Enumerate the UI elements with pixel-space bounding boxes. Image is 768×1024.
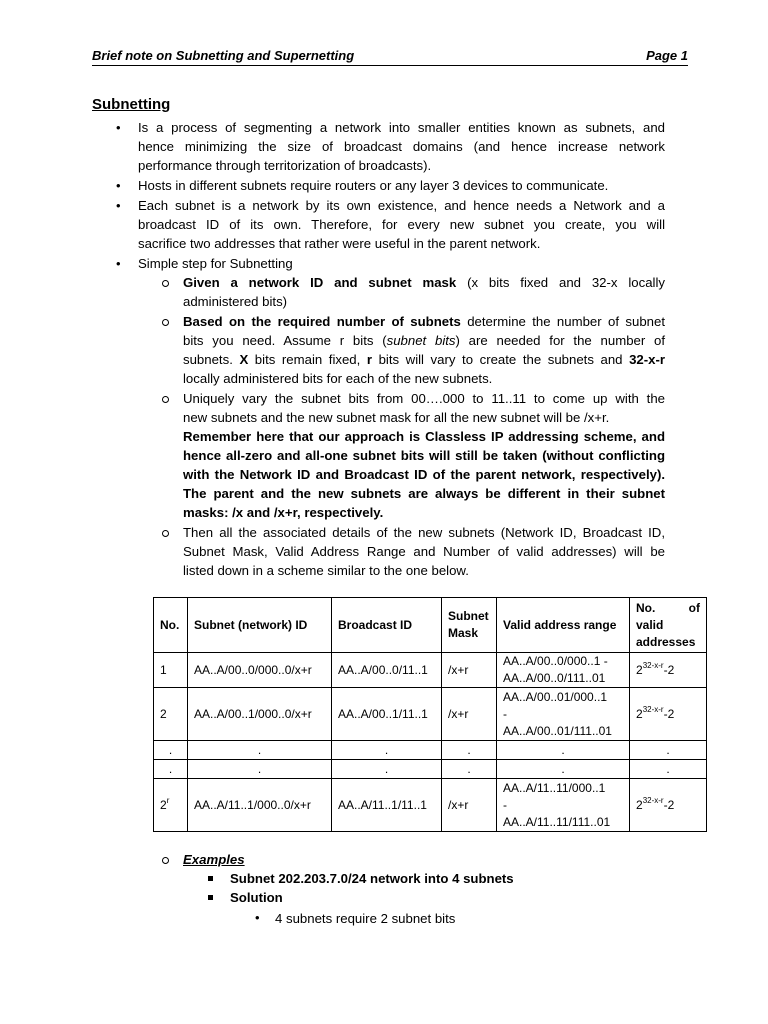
text: -2 bbox=[663, 797, 675, 812]
text: 32-x-r bbox=[642, 795, 664, 805]
bold-text: r bbox=[366, 352, 373, 367]
page-header bbox=[92, 48, 688, 66]
line: masks: /x and /x+r, respectively. bbox=[183, 505, 384, 520]
italic-text: subnet bits bbox=[386, 333, 456, 348]
step-3 bbox=[183, 389, 665, 522]
table-row bbox=[154, 741, 707, 760]
text: AA..A/00..0/000..1 - bbox=[503, 654, 608, 668]
cell bbox=[497, 653, 630, 688]
circle-bullet bbox=[162, 857, 169, 864]
cell: . bbox=[497, 741, 630, 760]
cell: /x+r bbox=[442, 688, 497, 741]
text: bits remain fixed, bbox=[248, 352, 367, 367]
text: AA..A/00..01/000..1 bbox=[503, 689, 608, 704]
line: locally administered bits for each of the new subnets. bbox=[183, 371, 493, 386]
bold-text: Based on the required number of subnets bbox=[183, 314, 461, 329]
text: 32-x-r bbox=[642, 660, 664, 670]
line: Is a process of segmenting a network into smaller entities known as subnets, and bbox=[138, 120, 665, 135]
subnet-table bbox=[153, 597, 707, 832]
cell: . bbox=[630, 760, 707, 779]
bullet-dot: • bbox=[116, 120, 121, 135]
cell: . bbox=[442, 741, 497, 760]
text: AA..A/11..11/000..1 bbox=[503, 780, 606, 795]
text: 2 bbox=[636, 662, 643, 677]
col-header-count bbox=[630, 598, 707, 653]
text: bits will vary to create the subnets and bbox=[372, 352, 630, 367]
line: Then all the associated details of the new subnets (Network ID, Broadcast ID, bbox=[183, 525, 665, 540]
line: with the Network ID and Broadcast ID of the parent network, respectively). bbox=[183, 467, 665, 482]
cell: AA..A/00..0/11..1 bbox=[332, 653, 442, 688]
col-header-no: No. bbox=[154, 598, 188, 653]
text: bits you need. Assume r bits ( bbox=[183, 333, 387, 348]
cell: . bbox=[332, 741, 442, 760]
text: valid bbox=[636, 617, 664, 632]
col-header-mask bbox=[442, 598, 497, 653]
table-row bbox=[154, 653, 707, 688]
text: AA..A/00..0/111..01 bbox=[503, 671, 606, 685]
text: -2 bbox=[663, 706, 675, 721]
line: broadcast ID of its own. Therefore, for every new subnet you create, you will bbox=[138, 217, 665, 232]
cell: /x+r bbox=[442, 653, 497, 688]
text: - bbox=[503, 706, 507, 721]
cell: . bbox=[332, 760, 442, 779]
step-1 bbox=[183, 273, 665, 311]
line: Hosts in different subnets require routers or any layer 3 devices to communicate. bbox=[138, 178, 609, 193]
col-header-subnet: Subnet (network) ID bbox=[188, 598, 332, 653]
line: listed down in a scheme similar to the one below. bbox=[183, 563, 469, 578]
cell: AA..A/00..0/000..0/x+r bbox=[188, 653, 332, 688]
text: Mask bbox=[448, 626, 479, 640]
cell: . bbox=[154, 760, 188, 779]
bullet-2 bbox=[138, 176, 665, 195]
circle-bullet bbox=[162, 530, 169, 537]
line bbox=[183, 312, 665, 331]
table-row bbox=[154, 779, 707, 832]
text: determine the number of subnet bbox=[460, 314, 665, 329]
example-item: Subnet 202.203.7.0/24 network into 4 subnets bbox=[230, 871, 514, 886]
cell: . bbox=[497, 760, 630, 779]
line: hence all-zero and all-one subnet bits will still be taken (without conflicting bbox=[183, 448, 665, 463]
example-item: Solution bbox=[230, 890, 283, 905]
examples-heading: Examples bbox=[183, 852, 245, 867]
cell: 1 bbox=[154, 653, 188, 688]
text: 32-x-r bbox=[642, 704, 664, 714]
text: r bbox=[166, 795, 170, 805]
bullet-1 bbox=[138, 118, 665, 175]
text: (x bits fixed and 32-x locally bbox=[456, 275, 665, 290]
cell: 2 bbox=[154, 688, 188, 741]
line: sacrifice two addresses that rather were useful in the parent network. bbox=[138, 236, 541, 251]
col-header-broadcast: Broadcast ID bbox=[332, 598, 442, 653]
text: of bbox=[688, 600, 700, 615]
text bbox=[636, 600, 700, 617]
line: administered bits) bbox=[183, 294, 288, 309]
bullet-4 bbox=[138, 254, 665, 273]
bullet-dot: • bbox=[116, 198, 121, 213]
line: hence minimizing the size of broadcast domains (and hence increase network bbox=[138, 139, 665, 154]
text: ) are needed for the number of bbox=[455, 333, 666, 348]
line: Simple step for Subnetting bbox=[138, 256, 293, 271]
cell bbox=[630, 779, 707, 832]
line: new subnets and the new subnet mask for all the new subnet will be /x+r. bbox=[183, 410, 610, 425]
text: subnets. bbox=[183, 352, 240, 367]
bullet-dot: • bbox=[255, 910, 260, 925]
table-header-row bbox=[154, 598, 707, 653]
cell bbox=[630, 688, 707, 741]
text: No. bbox=[636, 600, 656, 615]
line: performance through territorization of broadcasts). bbox=[138, 158, 432, 173]
cell: . bbox=[188, 760, 332, 779]
cell: /x+r bbox=[442, 779, 497, 832]
cell: AA..A/11..1/11..1 bbox=[332, 779, 442, 832]
cell bbox=[630, 653, 707, 688]
cell: . bbox=[630, 741, 707, 760]
text: 2 bbox=[160, 797, 167, 812]
line bbox=[183, 273, 665, 292]
line: Subnet Mask, Valid Address Range and Number of valid addresses) will be bbox=[183, 544, 665, 559]
cell bbox=[497, 779, 630, 832]
text: 2 bbox=[636, 797, 643, 812]
bold-text: X bbox=[239, 352, 249, 367]
step-2 bbox=[183, 312, 665, 388]
line bbox=[183, 350, 665, 369]
line: Remember here that our approach is Classless IP addressing scheme, and bbox=[183, 429, 665, 444]
section-title: Subnetting bbox=[92, 96, 171, 113]
line: Uniquely vary the subnet bits from 00….000 to 11..11 to come up with the bbox=[183, 391, 665, 406]
bold-text: 32-x-r bbox=[629, 352, 665, 367]
circle-bullet bbox=[162, 319, 169, 326]
bold-text: Given a network ID and subnet mask bbox=[183, 275, 457, 290]
circle-bullet bbox=[162, 396, 169, 403]
text: addresses bbox=[636, 634, 696, 649]
cell: . bbox=[442, 760, 497, 779]
cell: AA..A/00..1/000..0/x+r bbox=[188, 688, 332, 741]
solution-step: 4 subnets require 2 subnet bits bbox=[275, 911, 456, 926]
text: AA..A/00..01/111..01 bbox=[503, 723, 612, 738]
text: AA..A/11..11/111..01 bbox=[503, 814, 611, 829]
line: The parent and the new subnets are always be different in their subnet bbox=[183, 486, 665, 501]
cell: . bbox=[154, 741, 188, 760]
header-title: Brief note on Subnetting and Supernetting bbox=[92, 48, 355, 63]
step-4 bbox=[183, 523, 665, 580]
cell bbox=[497, 688, 630, 741]
page-number: Page 1 bbox=[646, 48, 688, 63]
bullet-dot: • bbox=[116, 178, 121, 193]
bullet-3 bbox=[138, 196, 665, 253]
text: -2 bbox=[663, 662, 675, 677]
text: 2 bbox=[636, 706, 643, 721]
table-row bbox=[154, 688, 707, 741]
cell bbox=[154, 779, 188, 832]
text: - bbox=[503, 797, 507, 812]
line bbox=[183, 331, 665, 350]
square-bullet bbox=[208, 876, 213, 881]
table-row bbox=[154, 760, 707, 779]
bullet-dot: • bbox=[116, 256, 121, 271]
col-header-range: Valid address range bbox=[497, 598, 630, 653]
cell: AA..A/00..1/11..1 bbox=[332, 688, 442, 741]
line: Each subnet is a network by its own existence, and hence needs a Network and a bbox=[138, 198, 665, 213]
cell: . bbox=[188, 741, 332, 760]
cell: AA..A/11..1/000..0/x+r bbox=[188, 779, 332, 832]
circle-bullet bbox=[162, 280, 169, 287]
square-bullet bbox=[208, 895, 213, 900]
text: Subnet bbox=[448, 609, 489, 623]
